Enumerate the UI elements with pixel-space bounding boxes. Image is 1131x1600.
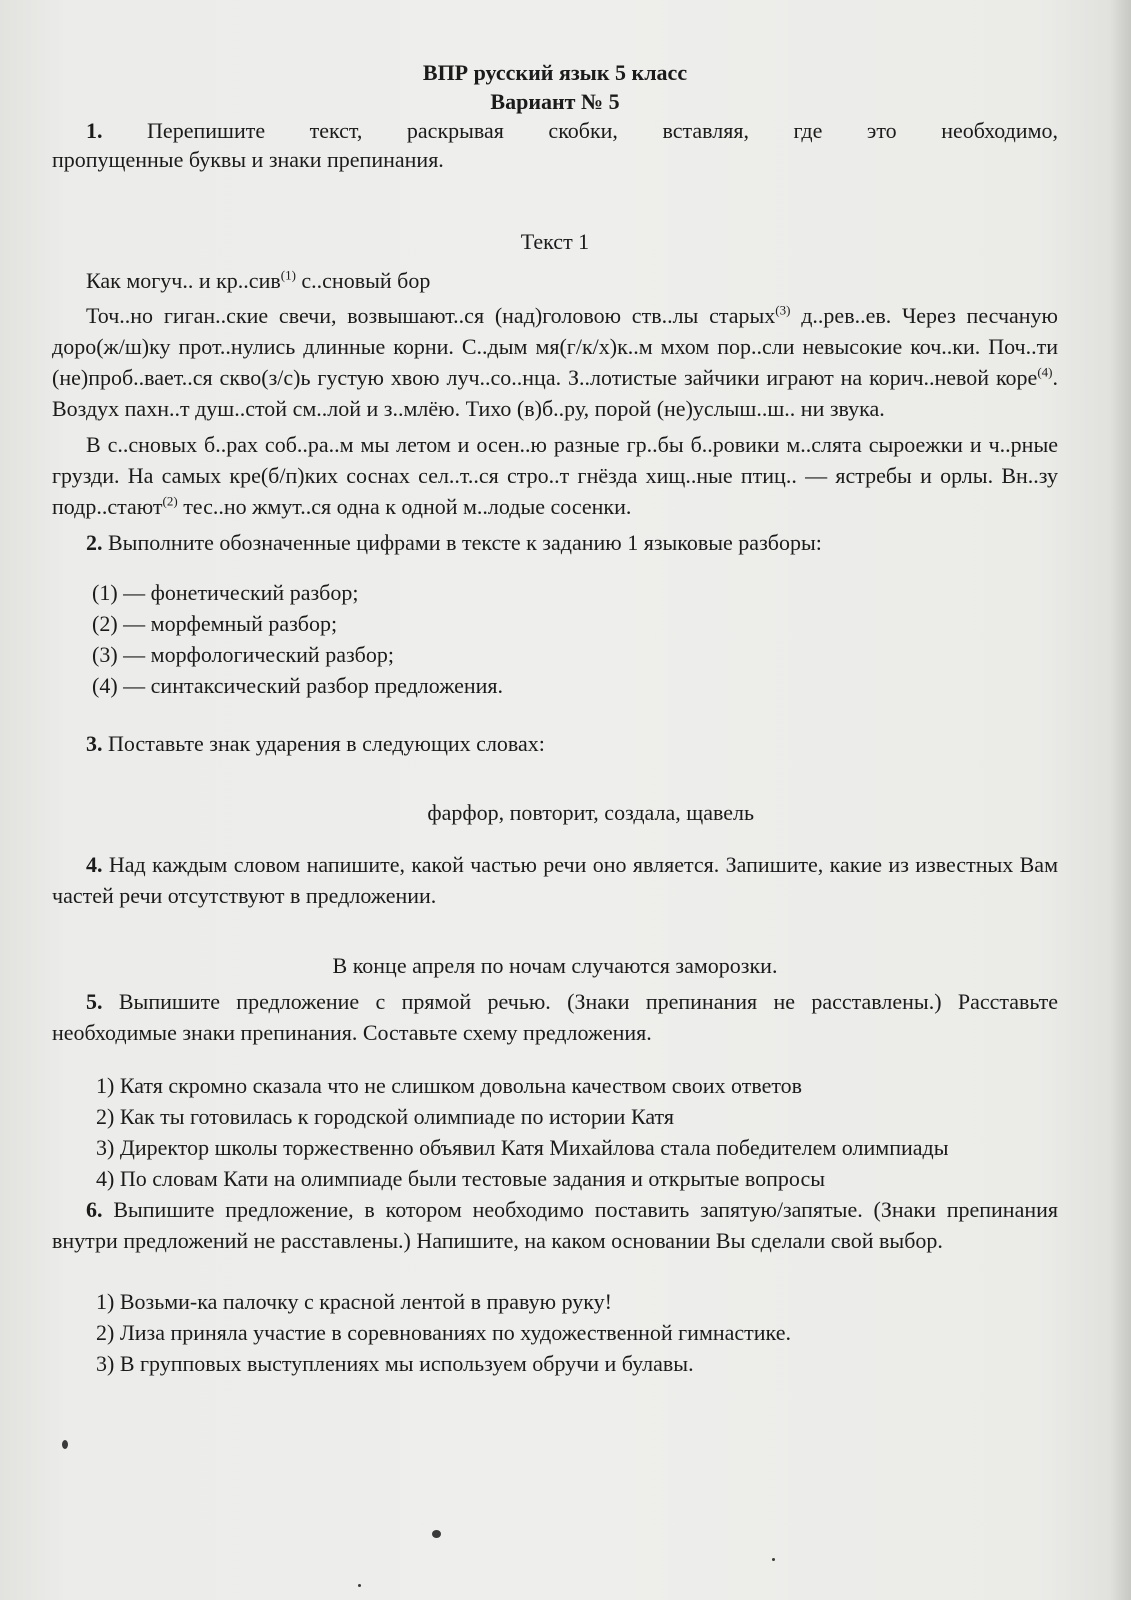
worksheet-title: ВПР русский язык 5 класс	[422, 60, 688, 85]
task3-number: 3.	[86, 731, 103, 756]
task1	[52, 116, 1058, 522]
task5	[52, 986, 1058, 1194]
task5-instruction	[52, 986, 1058, 1048]
task2	[52, 528, 1058, 701]
p3-text-a: В с..сновых б..рах соб..ра..м мы летом и осен..ю разные гр..бы б..ровики м..слята сыроежки и ч..рные грузди. На самых кре(б/п)ких соснах сел..т..ся стро..т гнёзда хищ..ные птиц.. — ястребы и орлы. Вн..зу подр..стают	[52, 432, 1058, 519]
task5-item: 4) По словам Кати на олимпиаде были тестовые задания и открытые вопросы	[96, 1166, 825, 1191]
worksheet-content	[52, 58, 1058, 1379]
task2-instruction-text: Выполните обозначенные цифрами в тексте к заданию 1 языковые разборы:	[108, 530, 822, 555]
text-title: Текст 1	[520, 229, 590, 254]
p1-text-a: Как могуч.. и кр..сив	[86, 268, 281, 293]
task6	[52, 1194, 1058, 1379]
task4-sentence: В конце апреля по ночам случаются заморозки.	[332, 953, 778, 978]
task5-list	[52, 1070, 1058, 1194]
task2-number: 2.	[86, 530, 103, 555]
p2-text-a: Точ..но гиган..ские свечи, возвышают..ся (над)головою ств..лы старых	[86, 303, 776, 328]
text-paragraph-2	[52, 300, 1058, 424]
task1-instruction-text1: Перепишите текст, раскрывая скобки, вставляя, где это необходимо,	[147, 118, 1058, 143]
task4	[52, 849, 1058, 980]
task2-instruction	[52, 528, 1058, 557]
task6-item: 1) Возьми-ка палочку с красной лентой в правую руку!	[96, 1289, 613, 1314]
text-paragraph-3	[52, 429, 1058, 522]
p2-footnote-4: (4)	[1037, 364, 1053, 380]
task2-item: (4) — синтаксический разбор предложения.	[92, 673, 504, 698]
scan-speck	[358, 1584, 361, 1587]
p3-footnote-2: (2)	[162, 493, 178, 509]
task6-instruction	[52, 1194, 1058, 1256]
p2-text-b: д..рев..ев. Через песчаную доро(ж/ш)ку прот..нулись длинные корни. С..дым мя(г/к/х)к..м мхом пор..сли невысокие коч..ки. Поч..ти (не)проб..вает..ся скво(з/с)ь густую хвою луч..со..нца. З..лотистые зайчики играют на корич..невой коре	[52, 303, 1058, 390]
variant-title: Вариант № 5	[490, 89, 620, 114]
p3-text-b: тес..но жмут..ся одна к одной м..лодые сосенки.	[177, 494, 632, 519]
task5-item: 2) Как ты готовилась к городской олимпиаде по истории Катя	[96, 1104, 674, 1129]
text-paragraph-1	[52, 266, 1058, 295]
task5-item: 3) Директор школы торжественно объявил Катя Михайлова стала победителем олимпиады	[96, 1135, 949, 1160]
p1-footnote-1: (1)	[280, 267, 296, 283]
task1-instruction-line2: пропущенные буквы и знаки препинания.	[52, 147, 444, 172]
task4-instruction	[52, 849, 1058, 911]
task4-instruction-text: Над каждым словом напишите, какой частью речи оно является. Запишите, какие из известных Вам частей речи отсутствуют в предложении.	[52, 852, 1058, 908]
scan-speck	[432, 1530, 441, 1538]
task3-words: фарфор, повторит, создала, щавель	[427, 800, 754, 825]
task3-instruction	[52, 729, 1058, 758]
task2-item: (2) — морфемный разбор;	[92, 611, 338, 636]
task1-number: 1.	[86, 118, 103, 143]
task6-item: 2) Лиза приняла участие в соревнованиях по художественной гимнастике.	[96, 1320, 791, 1345]
task2-list	[52, 577, 1058, 701]
p2-footnote-3: (3)	[775, 302, 791, 318]
task1-instruction-line1	[52, 116, 1058, 145]
task3-instruction-text: Поставьте знак ударения в следующих словах:	[108, 731, 545, 756]
task5-number: 5.	[86, 989, 103, 1014]
scan-speck	[62, 1440, 68, 1449]
task2-item: (1) — фонетический разбор;	[92, 580, 359, 605]
task6-number: 6.	[86, 1197, 103, 1222]
task6-list	[52, 1286, 1058, 1379]
task5-item: 1) Катя скромно сказала что не слишком довольна качеством своих ответов	[96, 1073, 803, 1098]
p2-text-c: . Воздух пахн..т душ..стой см..лой и з..млёю. Тихо (в)б..ру, порой (не)услыш..ш.. ни звука.	[52, 365, 1058, 421]
p1-text-b: с..сновый бор	[295, 268, 431, 293]
task6-instruction-text: Выпишите предложение, в котором необходимо поставить запятую/запятые. (Знаки препинания внутри предложений не расставлены.) Напишите, на каком основании Вы сделали свой выбор.	[52, 1197, 1058, 1253]
task2-item: (3) — морфологический разбор;	[92, 642, 394, 667]
page-edge-shadow	[1109, 0, 1131, 1600]
scan-speck	[772, 1558, 775, 1561]
task3	[52, 729, 1058, 827]
task6-item: 3) В групповых выступлениях мы используем обручи и булавы.	[96, 1351, 694, 1376]
task5-instruction-text: Выпишите предложение с прямой речью. (Знаки препинания не расставлены.) Расставьте необходимые знаки препинания. Составьте схему предложения.	[52, 989, 1058, 1045]
task4-number: 4.	[86, 852, 103, 877]
